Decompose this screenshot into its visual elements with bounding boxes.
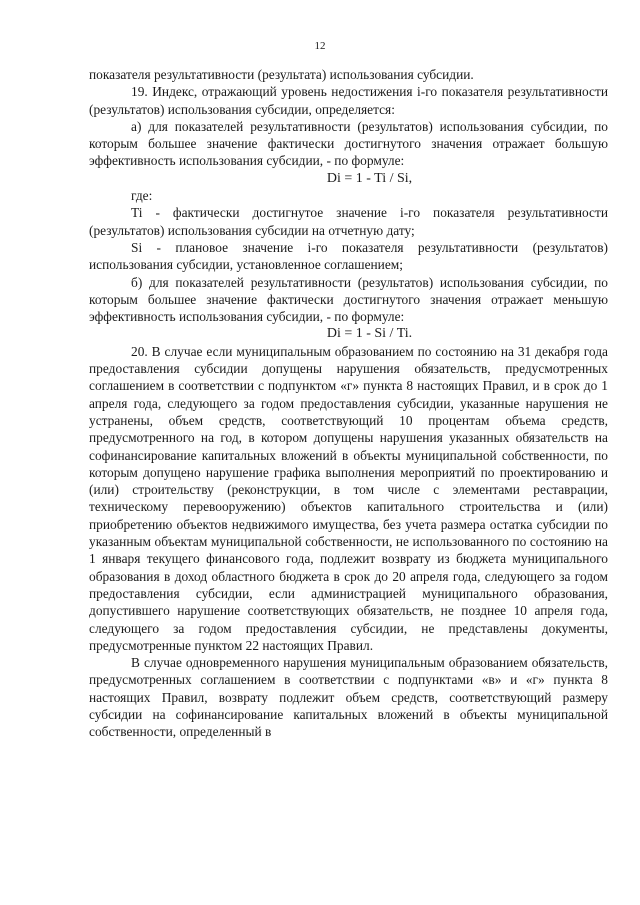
si-definition: Si - плановое значение i-го показателя результативности (результатов) использования субсидии, установленное соглашением; — [89, 239, 608, 273]
paragraph-20-continued: В случае одновременного нарушения муниципальным образованием обязательств, предусмотренных соглашением в соответствии с подпунктами «в» и «г» пункта 8 настоящих Правил, возврату подлежит объем средств, соответствующий размеру субсидии на софинансирование капитальных вложений в объекты муниципальной собственности, определенный в — [89, 655, 608, 740]
where-label: где: — [131, 188, 153, 204]
formula-2: Di = 1 - Si / Ti. — [326, 326, 413, 342]
paragraph-20: 20. В случае если муниципальным образованием по состоянию на 31 декабря года предоставления субсидии допущены нарушения обязательств, предусмотренных соглашением в соответствии с подпунктом «г» пункта 8 настоящих Правил, и в срок до 1 апреля года, следующего за годом предоставления субсидии, указанные нарушения не устранены, объем средств, соответствующий 10 процентам объема средств, предусмотренного на год, в котором допущены нарушения указанных обязательств на софинансирование капитальных вложений в объекты муниципальной собственности, по которым допущено нарушение графика выполнения мероприятий по проектированию и (или) строительству (реконструкции, в том числе с элементами реставрации, техническому перевооружению) объектов капитального строительства и (или) приобретению объектов недвижимого имущества, без учета размера остатка субсидии по указанным объектам муниципальной собственности, не использованного по состоянию на 1 января текущего финансового года, подлежит возврату из бюджета муниципального образования в доход областного бюджета в срок до 20 апреля года, следующего за годом предоставления субсидии, если администрацией муниципального образования, допустившего нарушение соответствующих обязательств, не позднее 10 апреля года, следующего за годом предоставления субсидии, не представлены документы, предусмотренные пунктом 22 настоящих Правил. — [89, 343, 608, 653]
document-body — [89, 66, 608, 741]
paragraph-19b: б) для показателей результативности (результатов) использования субсидии, по которым большее значение фактически достигнутого значения отражает меньшую эффективность использования субсидии, - по формуле: — [89, 274, 608, 325]
page-number: 12 — [314, 40, 326, 52]
formula-1: Di = 1 - Ti / Si, — [326, 170, 413, 186]
paragraph-19a: а) для показателей результативности (результатов) использования субсидии, по которым большее значение фактически достигнутого значения отражает большую эффективность использования субсидии, - по формуле: — [89, 118, 608, 169]
paragraph-19: 19. Индекс, отражающий уровень недостижения i-го показателя результативности (результатов) использования субсидии, определяется: — [89, 84, 608, 117]
paragraph-continuation: показателя результативности (результата) использования субсидии. — [89, 67, 474, 82]
ti-definition: Ti - фактически достигнутое значение i-го показателя результативности (результатов) использования субсидии на отчетную дату; — [89, 205, 608, 238]
